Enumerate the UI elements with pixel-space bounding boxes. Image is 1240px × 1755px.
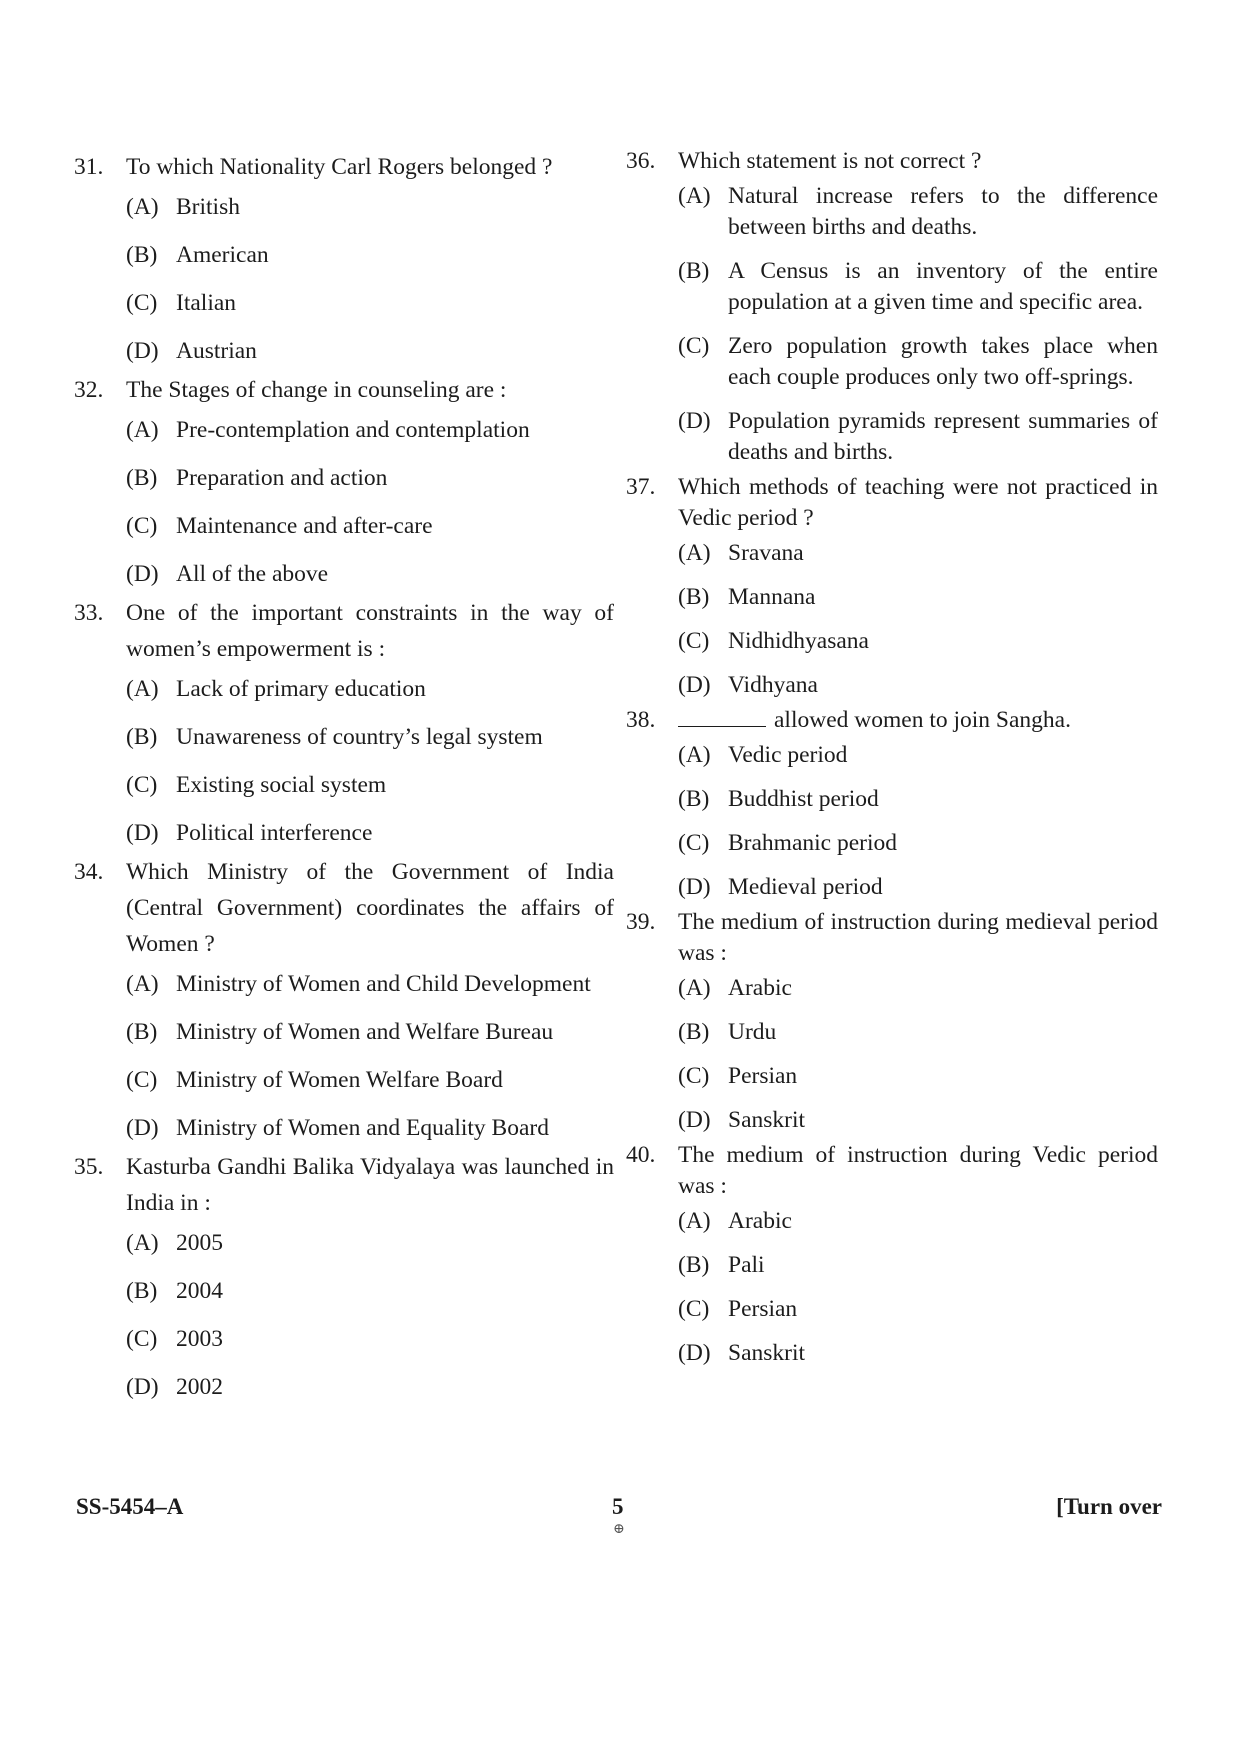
option-text: Ministry of Women and Equality Board — [176, 1115, 549, 1141]
option-text: Italian — [176, 290, 237, 316]
option-text: Zero population growth takes place when each couple produces only two off-springs. — [728, 333, 1158, 390]
option-label: (C) — [126, 772, 158, 798]
question-35 — [74, 1149, 614, 1403]
option-text: Buddhist period — [728, 786, 879, 812]
option-b — [678, 1250, 1158, 1281]
option-a — [126, 415, 614, 446]
booklet-code: SS-5454–A — [76, 1494, 184, 1519]
question-number: 40. — [626, 1142, 656, 1168]
option-d — [678, 670, 1158, 701]
option-text: Mannana — [728, 584, 816, 610]
option-label: (D) — [678, 672, 711, 698]
option-label: (B) — [126, 242, 158, 268]
option-label: (B) — [678, 584, 710, 610]
option-label: (C) — [678, 628, 710, 654]
fill-in-blank — [678, 706, 766, 727]
option-label: (A) — [126, 194, 159, 220]
option-label: (B) — [126, 1278, 158, 1304]
option-label: (D) — [126, 820, 159, 846]
option-b — [126, 722, 614, 753]
option-d — [678, 1105, 1158, 1136]
option-text: Persian — [728, 1296, 798, 1322]
option-label: (D) — [126, 1374, 159, 1400]
question-32 — [74, 372, 614, 590]
option-label: (C) — [126, 1067, 158, 1093]
option-a — [678, 1206, 1158, 1237]
option-label: (D) — [126, 338, 159, 364]
option-b — [126, 1017, 614, 1048]
option-text: A Census is an inventory of the entire population at a given time and specific area. — [728, 258, 1158, 315]
option-label: (A) — [126, 676, 159, 702]
option-text: Medieval period — [728, 874, 883, 900]
option-label: (B) — [678, 258, 710, 284]
question-36 — [626, 146, 1158, 468]
option-d — [678, 1338, 1158, 1369]
registration-mark-icon: ⊕ — [613, 1522, 625, 1537]
option-c — [678, 626, 1158, 657]
option-label: (B) — [126, 724, 158, 750]
option-a — [678, 740, 1158, 771]
right-column — [626, 146, 1158, 1373]
option-text: Arabic — [728, 975, 792, 1001]
option-text: Nidhidhyasana — [728, 628, 869, 654]
option-d — [678, 872, 1158, 903]
option-label: (D) — [678, 874, 711, 900]
question-text: The medium of instruction during Vedic period was : — [678, 1142, 1158, 1199]
option-label: (C) — [126, 290, 158, 316]
option-d — [126, 336, 614, 367]
option-text: Ministry of Women and Child Development — [176, 971, 591, 997]
question-text: Which Ministry of the Government of India (Central Government) coordinates the affairs of Women ? — [126, 859, 614, 957]
option-text: Population pyramids represent summaries of deaths and births. — [728, 408, 1158, 465]
option-text: Ministry of Women and Welfare Bureau — [176, 1019, 554, 1045]
question-text: The medium of instruction during medieval period was : — [678, 909, 1158, 966]
option-c — [678, 1061, 1158, 1092]
option-text: Sanskrit — [728, 1340, 806, 1366]
option-text: Persian — [728, 1063, 798, 1089]
option-label: (D) — [126, 1115, 159, 1141]
option-text: Sravana — [728, 540, 804, 566]
option-d — [126, 818, 614, 849]
option-label: (D) — [126, 561, 159, 587]
question-31 — [74, 149, 614, 367]
question-40 — [626, 1140, 1158, 1369]
question-text: The Stages of change in counseling are : — [126, 377, 507, 403]
option-label: (B) — [678, 1019, 710, 1045]
question-37 — [626, 472, 1158, 701]
option-c — [678, 331, 1158, 393]
option-text: Maintenance and after-care — [176, 513, 433, 539]
option-label: (C) — [678, 830, 710, 856]
option-c — [126, 511, 614, 542]
option-text: British — [176, 194, 240, 220]
option-text: 2004 — [176, 1278, 223, 1304]
option-text: Austrian — [176, 338, 257, 364]
option-text: Brahmanic period — [728, 830, 898, 856]
option-b — [678, 784, 1158, 815]
option-c — [126, 1324, 614, 1355]
option-label: (B) — [678, 786, 710, 812]
question-number: 36. — [626, 148, 656, 174]
question-39 — [626, 907, 1158, 1136]
option-label: (A) — [678, 540, 711, 566]
option-text: American — [176, 242, 269, 268]
option-a — [126, 192, 614, 223]
option-b — [126, 463, 614, 494]
question-number: 37. — [626, 474, 656, 500]
option-a — [678, 538, 1158, 569]
question-number: 38. — [626, 707, 656, 733]
question-text: One of the important constraints in the way of women’s empowerment is : — [126, 600, 614, 662]
option-text: 2002 — [176, 1374, 223, 1400]
option-text: All of the above — [176, 561, 329, 587]
option-text: Arabic — [728, 1208, 792, 1234]
turn-over-note: [Turn over — [1056, 1494, 1162, 1519]
option-a — [126, 1228, 614, 1259]
option-text: Sanskrit — [728, 1107, 806, 1133]
question-text: To which Nationality Carl Rogers belonged ? — [126, 154, 553, 180]
option-label: (C) — [126, 1326, 158, 1352]
option-text: Pali — [728, 1252, 765, 1278]
option-label: (C) — [678, 1296, 710, 1322]
option-c — [678, 828, 1158, 859]
question-number: 39. — [626, 909, 656, 935]
question-38 — [626, 705, 1158, 903]
option-d — [678, 406, 1158, 468]
option-label: (C) — [678, 1063, 710, 1089]
option-text: Vidhyana — [728, 672, 818, 698]
option-label: (A) — [678, 975, 711, 1001]
option-b — [126, 240, 614, 271]
option-label: (D) — [678, 408, 711, 434]
option-label: (C) — [126, 513, 158, 539]
option-text: Existing social system — [176, 772, 387, 798]
left-column — [74, 149, 614, 1408]
option-a — [678, 181, 1158, 243]
option-text: Political interference — [176, 820, 373, 846]
page-number: 5 — [612, 1494, 624, 1519]
question-number: 33. — [74, 600, 104, 626]
option-label: (A) — [126, 1230, 159, 1256]
question-text: Kasturba Gandhi Balika Vidyalaya was launched in India in : — [126, 1154, 614, 1216]
question-33 — [74, 595, 614, 849]
option-text: Natural increase refers to the difference between births and deaths. — [728, 183, 1158, 240]
option-c — [126, 1065, 614, 1096]
option-label: (A) — [678, 183, 711, 209]
option-c — [126, 288, 614, 319]
option-text: Ministry of Women Welfare Board — [176, 1067, 503, 1093]
option-d — [126, 1372, 614, 1403]
option-text: Urdu — [728, 1019, 777, 1045]
option-label: (A) — [678, 1208, 711, 1234]
option-text: Pre-contemplation and contemplation — [176, 417, 530, 443]
option-b — [678, 1017, 1158, 1048]
option-d — [126, 1113, 614, 1144]
option-label: (D) — [678, 1107, 711, 1133]
question-number: 31. — [74, 154, 104, 180]
option-label: (B) — [678, 1252, 710, 1278]
option-b — [126, 1276, 614, 1307]
option-a — [126, 674, 614, 705]
question-text — [678, 705, 1158, 736]
option-a — [126, 969, 614, 1000]
option-text: Preparation and action — [176, 465, 388, 491]
question-number: 35. — [74, 1154, 104, 1180]
option-text: Lack of primary education — [176, 676, 426, 702]
option-label: (B) — [126, 465, 158, 491]
question-text-body: allowed women to join Sangha. — [774, 707, 1071, 733]
question-number: 32. — [74, 377, 104, 403]
question-number: 34. — [74, 859, 104, 885]
option-b — [678, 582, 1158, 613]
option-text: Unawareness of country’s legal system — [176, 724, 543, 750]
option-label: (D) — [678, 1340, 711, 1366]
option-c — [678, 1294, 1158, 1325]
option-d — [126, 559, 614, 590]
question-34 — [74, 854, 614, 1144]
option-b — [678, 256, 1158, 318]
option-text: Vedic period — [728, 742, 848, 768]
option-label: (C) — [678, 333, 710, 359]
option-label: (A) — [126, 417, 159, 443]
option-text: 2005 — [176, 1230, 223, 1256]
option-label: (A) — [678, 742, 711, 768]
option-label: (A) — [126, 971, 159, 997]
option-label: (B) — [126, 1019, 158, 1045]
question-text: Which methods of teaching were not practiced in Vedic period ? — [678, 474, 1158, 531]
option-text: 2003 — [176, 1326, 223, 1352]
option-a — [678, 973, 1158, 1004]
question-text: Which statement is not correct ? — [678, 148, 982, 174]
option-c — [126, 770, 614, 801]
